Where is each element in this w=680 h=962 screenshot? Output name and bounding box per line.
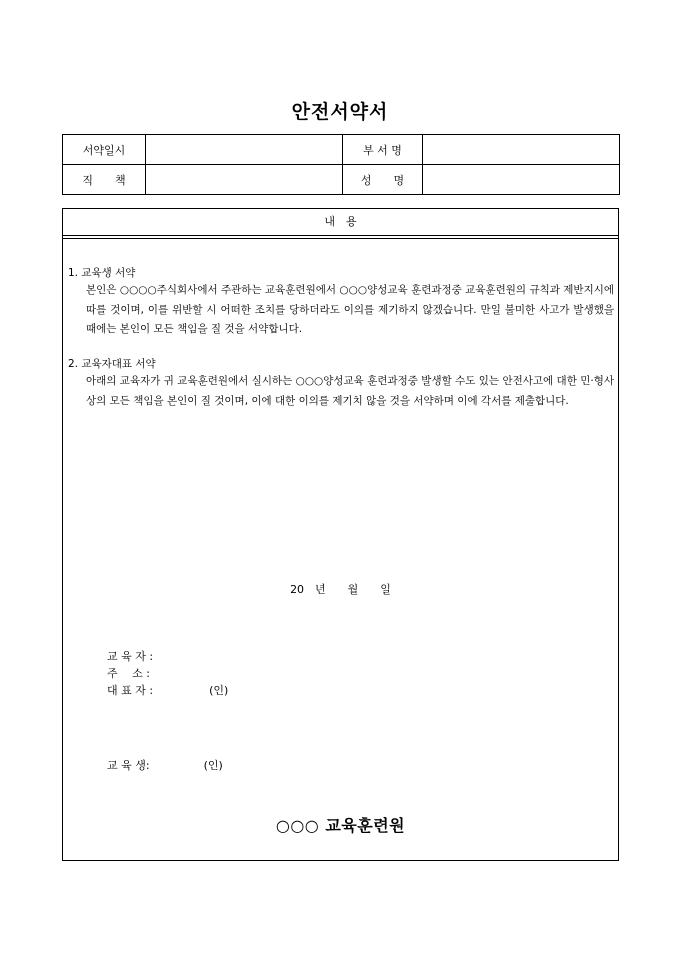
position-label: 직 책 xyxy=(63,165,146,195)
info-row xyxy=(63,165,620,195)
section-heading: 2. 교육자대표 서약 xyxy=(68,358,156,370)
trainee-signature-block xyxy=(107,757,223,774)
date-line: 20 년 월 일 xyxy=(290,583,391,596)
trainee-seal: (인) xyxy=(203,759,223,772)
educator-signature-block xyxy=(107,648,228,699)
content-header: 내 용 xyxy=(63,209,618,236)
trainee-row xyxy=(107,757,223,774)
trainee-label: 교 육 생: xyxy=(107,759,150,772)
name-field[interactable] xyxy=(423,165,620,195)
educator-label: 교 육 자 : xyxy=(107,650,154,663)
document-title: 안전서약서 xyxy=(291,101,389,123)
organization-name: ○○○ 교육훈련원 xyxy=(275,816,406,835)
section-trainee-pledge xyxy=(68,265,614,340)
info-row xyxy=(63,135,620,165)
sign-date-field[interactable] xyxy=(146,135,343,165)
section-heading: 1. 교육생 서약 xyxy=(68,267,136,279)
dept-label: 부 서 명 xyxy=(343,135,423,165)
representative-label: 대 표 자 : xyxy=(107,684,154,697)
info-table xyxy=(62,134,620,195)
sign-date-label: 서약일시 xyxy=(63,135,146,165)
header-double-rule xyxy=(63,236,618,239)
section-body: 본인은 ○○○○주식회사에서 주관하는 교육훈련원에서 ○○○양성교육 훈련과정중 교육훈련원의 규칙과 제반지시에 따를 것이며, 이를 위반할 시 어떠한 조치를 당하더라도 이의를 제기하지 않겠습니다. 만일 불미한 사고가 발생했을 때에는 본인이 모든 책임을 질 것을 서약합니다. xyxy=(86,284,614,335)
position-field[interactable] xyxy=(146,165,343,195)
name-label: 성 명 xyxy=(343,165,423,195)
address-label: 주 소 : xyxy=(107,667,150,680)
representative-seal: (인) xyxy=(209,684,229,697)
representative-row xyxy=(107,682,228,699)
section-representative-pledge xyxy=(68,356,614,411)
content-box xyxy=(62,208,619,861)
section-body: 아래의 교육자가 귀 교육훈련원에서 실시하는 ○○○양성교육 훈련과정중 발생할 수도 있는 안전사고에 대한 민·형사상의 모든 책임을 본인이 질 것이며, 이에 대한 이의를 제기치 않을 것을 서약하며 이에 각서를 제출합니다. xyxy=(86,375,614,407)
dept-field[interactable] xyxy=(423,135,620,165)
